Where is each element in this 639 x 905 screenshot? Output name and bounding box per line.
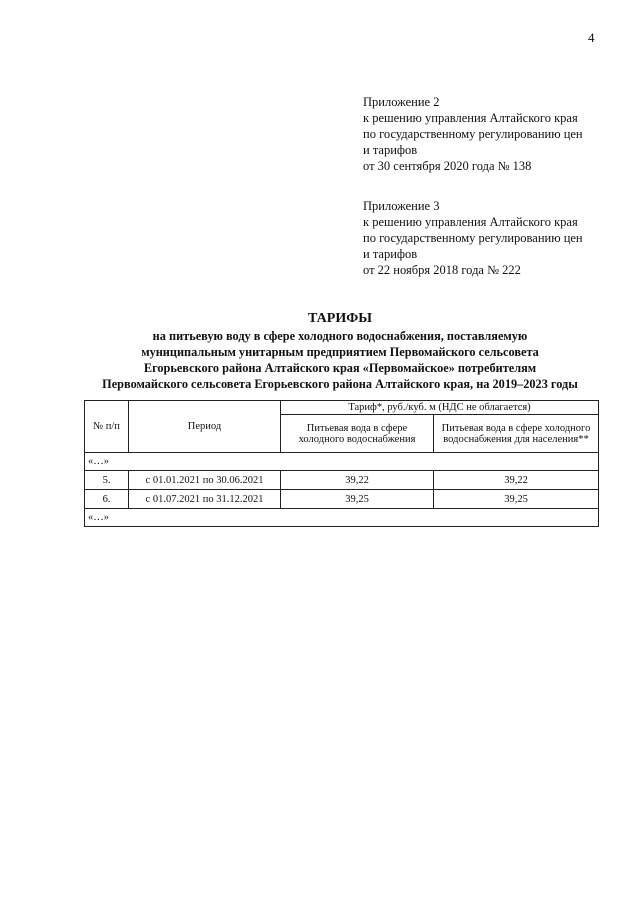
header-col-general: Питьевая вода в сфере холодного водоснабжения (281, 415, 434, 453)
table-row (85, 490, 599, 509)
row-general-value: 39,22 (281, 471, 434, 490)
appendix-line: по государственному регулированию цен (363, 231, 583, 245)
row-period: с 01.01.2021 по 30.06.2021 (129, 471, 281, 490)
row-population-value: 39,22 (434, 471, 599, 490)
row-num: 5. (85, 471, 129, 490)
appendix-2-block (363, 94, 583, 174)
header-tariff-group: Тариф*, руб./куб. м (НДС не облагается) (281, 401, 599, 415)
header-period: Период (129, 401, 281, 453)
appendix-line: к решению управления Алтайского края (363, 111, 578, 125)
row-general-value: 39,25 (281, 490, 434, 509)
table-row (85, 471, 599, 490)
title-line: на питьевую воду в сфере холодного водоснабжения, поставляемую (152, 329, 528, 343)
appendix-line: и тарифов (363, 247, 418, 261)
title-line: Егорьевского района Алтайского края «Первомайское» потребителям (143, 361, 537, 375)
header-num: № п/п (85, 401, 129, 453)
tariffs-table (84, 400, 599, 527)
appendix-line: Приложение 3 (363, 199, 440, 213)
row-period: с 01.07.2021 по 31.12.2021 (129, 490, 281, 509)
appendix-line: к решению управления Алтайского края (363, 215, 578, 229)
page-number: 4 (588, 30, 595, 45)
title-line: муниципальным унитарным предприятием Первомайского сельсовета (141, 345, 539, 359)
appendix-line: Приложение 2 (363, 95, 440, 109)
document-title (60, 310, 620, 392)
title-heading: ТАРИФЫ (308, 311, 372, 326)
ellipsis-row-bottom: «…» (85, 509, 599, 527)
row-population-value: 39,25 (434, 490, 599, 509)
title-line: Первомайского сельсовета Егорьевского района Алтайского края, на 2019–2023 годы (102, 377, 578, 391)
row-num: 6. (85, 490, 129, 509)
appendix-line: по государственному регулированию цен (363, 127, 583, 141)
appendix-3-block (363, 198, 583, 278)
appendix-line: от 30 сентября 2020 года № 138 (363, 159, 532, 173)
appendix-line: от 22 ноября 2018 года № 222 (363, 263, 521, 277)
ellipsis-row-top: «…» (85, 453, 599, 471)
appendix-line: и тарифов (363, 143, 418, 157)
header-col-population: Питьевая вода в сфере холодного водоснабжения для населения** (434, 415, 599, 453)
